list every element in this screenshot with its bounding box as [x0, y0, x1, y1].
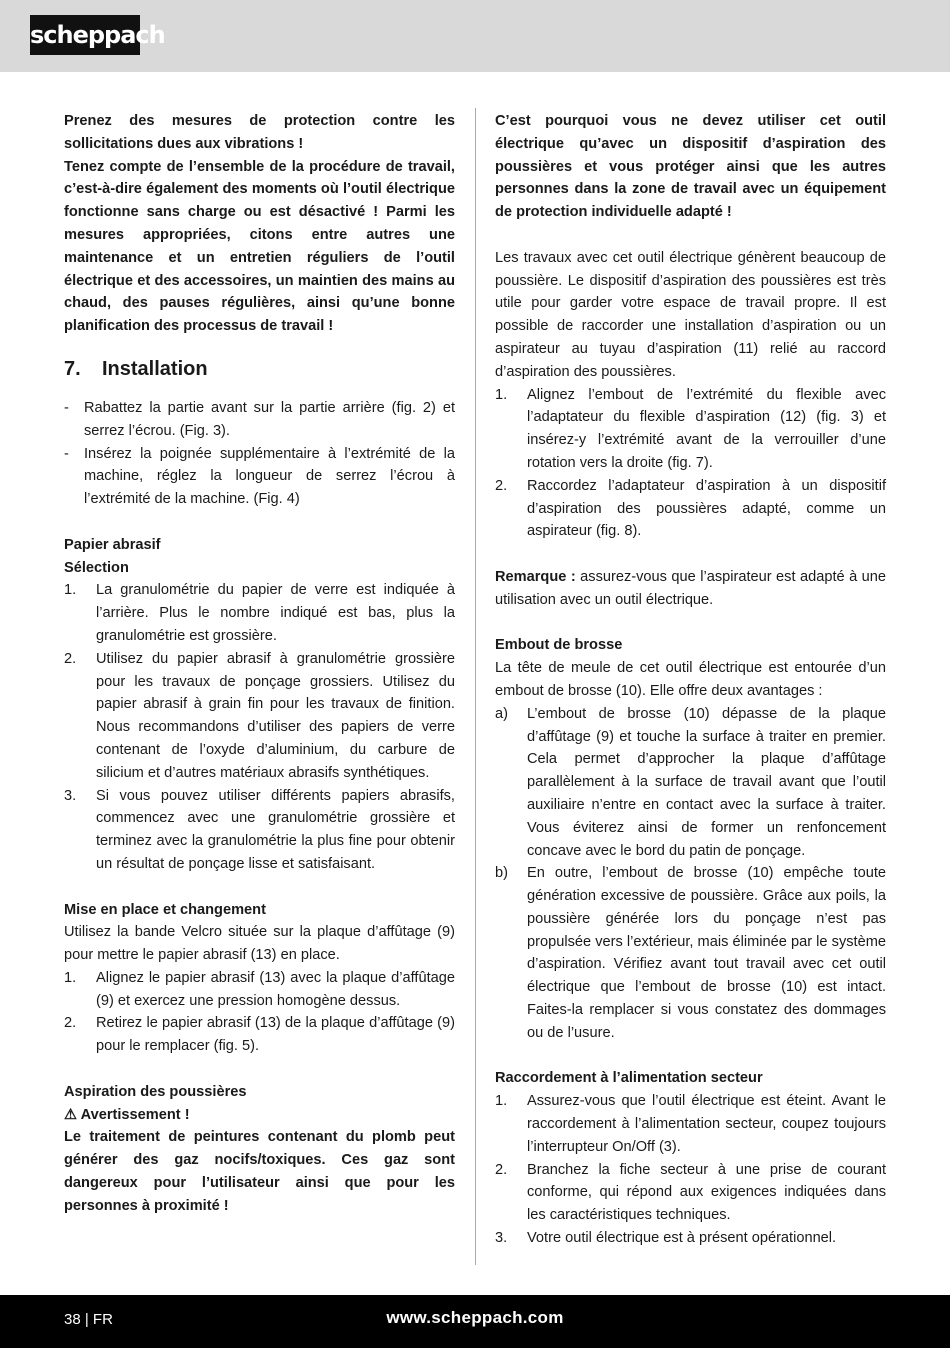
- list-item: - Insérez la poignée supplémentaire à l’extrémité de la machine, réglez la longueur de serrez l’écrou à l’extrémité de la machine. (Fig. 4): [64, 445, 455, 508]
- dust-warning: C’est pourquoi vous ne devez utiliser cet outil électrique qu’avec un dispositif d’aspiration des poussières et vous protéger ainsi que les autres personnes dans la zone de travail avec un équipement de protection individuelle adapté !: [495, 113, 886, 221]
- list-item: 3. Si vous pouvez utiliser différents papiers abrasifs, commencez avec une granulométrie grossière et terminez avec la granulométrie la plus fine pour obtenir un résultat de ponçage lisse et satisfaisant.: [64, 787, 455, 872]
- section-number: 7.: [64, 357, 81, 380]
- vibration-measures: Tenez compte de l’ensemble de la procédure de travail, c’est-à-dire également des moments où l’outil électrique fonctionne sans charge ou est désactivé ! Parmi les mesures appropriées, citons entre autres une maintenance et un entretien réguliers de l’outil électrique et des accessoires, un maintien des mains au chaud, des pauses régulières, ainsi qu’une bonne planification des processus de travail !: [64, 158, 455, 335]
- subheading: Papier abrasif: [64, 536, 161, 553]
- section-heading: [64, 355, 455, 383]
- section-title: Installation: [102, 357, 208, 380]
- column-divider: [475, 108, 476, 1265]
- list-item: - Rabattez la partie avant sur la partie arrière (fig. 2) et serrez l’écrou. (Fig. 3).: [64, 399, 455, 439]
- list-item: 1. Alignez l’embout de l’extrémité du flexible avec l’adaptateur du flexible d’aspiration (12) (fig. 3) et insérez-y l’extrémité avant de la verrouiller d’une rotation vers la droite (fig. 7).: [495, 386, 886, 471]
- list-item: b) En outre, l’embout de brosse (10) empêche toute génération excessive de poussière. Grâce aux poils, la poussière générée lors du ponçage n’est pas propulsée vers l’extérieur, mais éliminée par le système d’aspiration. Vérifiez avant tout travail avec cet outil électrique que l’embout de brosse (10) est intact. Faites-la remplacer si vous constatez des dommages ou de l’usure.: [495, 865, 886, 1041]
- page-number: 38 | FR: [64, 1311, 113, 1328]
- scheppach-logo: scheppach: [30, 15, 140, 55]
- warning-text: Le traitement de peintures contenant du plomb peut générer des gaz nocifs/toxiques. Ces gaz sont dangereux pour l’utilisateur ainsi que pour les personnes à proximité !: [64, 1129, 455, 1214]
- remark: Remarque : assurez-vous que l’aspirateur est adapté à une utilisation avec un outil électrique.: [495, 568, 886, 608]
- list-item: 2. Retirez le papier abrasif (13) de la plaque d’affûtage (9) pour le remplacer (fig. 5).: [64, 1015, 455, 1055]
- paragraph: La tête de meule de cet outil électrique est entourée d’un embout de brosse (10). Elle offre deux avantages :: [495, 660, 886, 699]
- list-item: 2. Utilisez du papier abrasif à granulométrie grossière pour les travaux de ponçage grossiers. Utilisez du papier abrasif à grain fin pour les travaux de finition. Nous recommandons d’utiliser des papiers de verre contenant de l’oxyde d’aluminium, du carbure de silicium et d’autres matériaux abrasifs synthétiques.: [64, 650, 455, 781]
- warning-label: ⚠ Avertissement !: [64, 1106, 190, 1123]
- left-column: [64, 110, 455, 1218]
- paragraph: Utilisez la bande Velcro située sur la plaque d’affûtage (9) pour mettre le papier abrasif (13) en place.: [64, 924, 455, 964]
- list-item: 1. Alignez le papier abrasif (13) avec la plaque d’affûtage (9) et exercez une pression homogène dessus.: [64, 969, 455, 1009]
- list-item: 2. Raccordez l’adaptateur d’aspiration à un dispositif d’aspiration des poussières adapté, comme un aspirateur (fig. 8).: [495, 477, 886, 540]
- list-item: 1. Assurez-vous que l’outil électrique est éteint. Avant le raccordement à l’alimentation secteur, coupez toujours l’interrupteur On/Off (3).: [495, 1093, 886, 1155]
- website-link[interactable]: www.scheppach.com: [386, 1308, 564, 1327]
- list-item: 1. La granulométrie du papier de verre est indiquée à l’arrière. Plus le nombre indiqué est bas, plus la granulométrie est grossière.: [64, 582, 455, 644]
- vibration-warning: Prenez des mesures de protection contre les sollicitations dues aux vibrations !: [64, 113, 455, 152]
- subheading: Raccordement à l’alimentation secteur: [495, 1070, 763, 1087]
- subheading: Aspiration des poussières: [64, 1083, 247, 1100]
- page-header: [0, 0, 950, 72]
- subheading: Embout de brosse: [495, 637, 623, 654]
- list-item: 2. Branchez la fiche secteur à une prise de courant conforme, qui répond aux exigences indiquées dans les caractéristiques techniques.: [495, 1161, 886, 1224]
- right-column: [495, 110, 886, 1250]
- list-item: 3. Votre outil électrique est à présent opérationnel.: [495, 1230, 837, 1247]
- paragraph: Les travaux avec cet outil électrique génèrent beaucoup de poussière. Le dispositif d’aspiration des poussières est très utile pour garder votre espace de travail propre. Il est possible de raccorder une installation d’aspiration ou un aspirateur au tuyau d’aspiration (11) relié au raccord d’aspiration des poussières.: [495, 249, 886, 380]
- subheading: Sélection: [64, 559, 129, 576]
- subheading: Mise en place et changement: [64, 901, 266, 918]
- list-item: a) L’embout de brosse (10) dépasse de la plaque d’affûtage (9) et touche la surface à traiter en premier. Cela permet d’approcher la plaque d’affûtage parallèlement à la surface de travail avant que l’outil auxiliaire n’entre en contact avec la surface à traiter. Vous éviterez ainsi de former un renfoncement concave avec le bord du patin de ponçage.: [495, 705, 886, 859]
- page-footer: [0, 1295, 950, 1348]
